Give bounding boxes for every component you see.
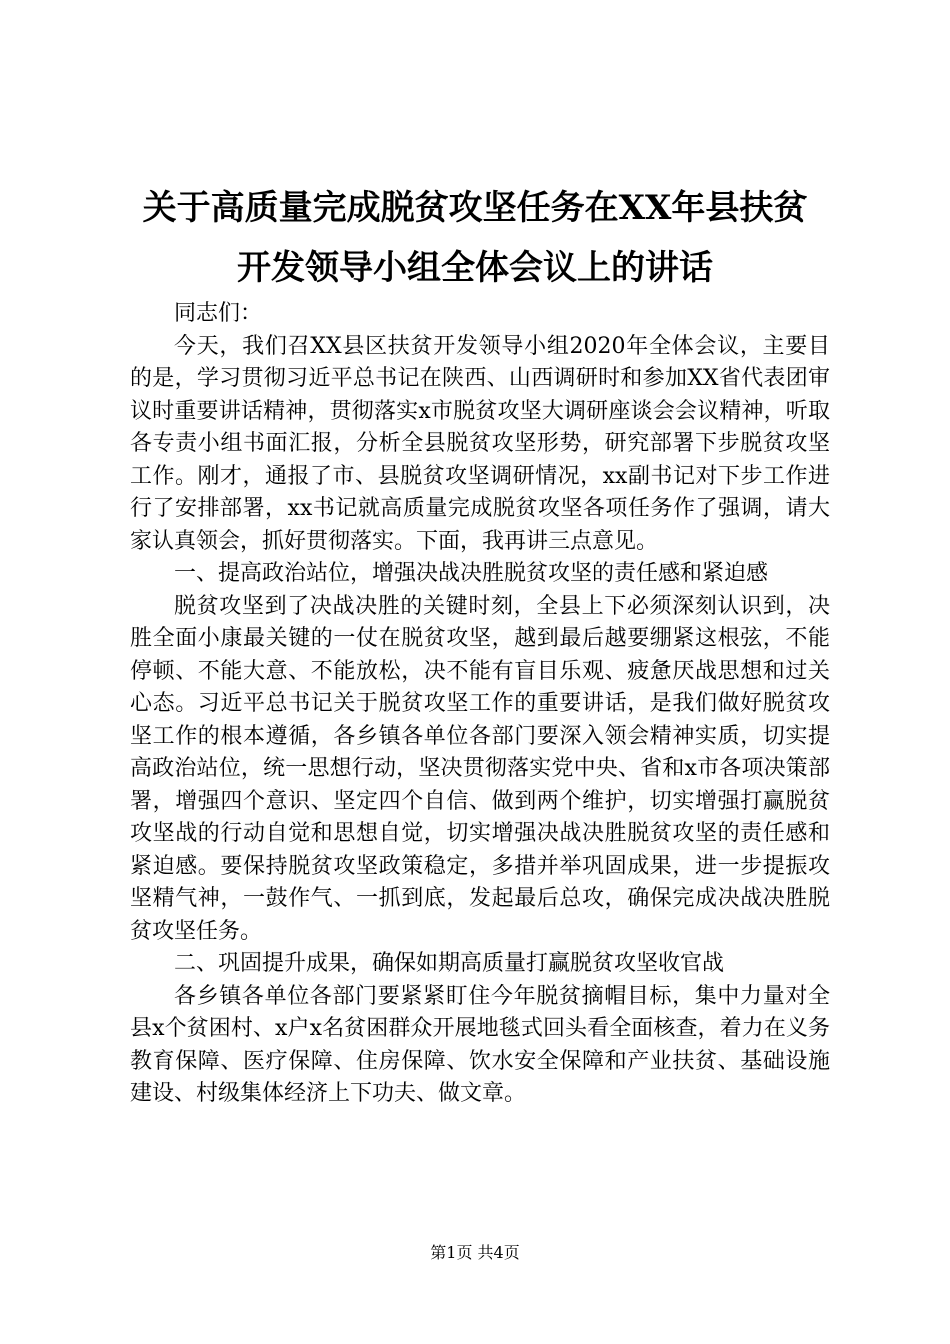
salutation: 同志们： <box>174 301 263 326</box>
section-heading-1: 一、提高政治站位，增强决战决胜脱贫攻坚的责任感和紧迫感 <box>174 561 769 586</box>
title-line-1: 关于高质量完成脱贫攻坚任务在XX年县扶贫 <box>142 188 808 228</box>
page-footer: 第1页 共4页 <box>430 1243 520 1262</box>
document-body <box>130 298 830 1111</box>
paragraph-intro: 今天，我们召XX县区扶贫开发领导小组2020年全体会议，主要目的是，学习贯彻习近平总书记在陕西、山西调研时和参加XX省代表团审议时重要讲话精神，贯彻落实x市脱贫攻坚大调研座谈会会议精神，听取各专责小组书面汇报，分析全县脱贫攻坚形势，研究部署下步脱贫攻坚工作。刚才，通报了市、县脱贫攻坚调研情况，xx副书记对下步工作进行了安排部署，xx书记就高质量完成脱贫攻坚各项任务作了强调，请大家认真领会，抓好贯彻落实。下面，我再讲三点意见。 <box>130 333 830 554</box>
paragraph-section-2: 各乡镇各单位各部门要紧紧盯住今年脱贫摘帽目标，集中力量对全县x个贫困村、x户x名贫困群众开展地毯式回头看全面核查，着力在义务教育保障、医疗保障、住房保障、饮水安全保障和产业扶贫、基础设施建设、村级集体经济上下功夫、做文章。 <box>130 983 830 1106</box>
document-title <box>120 178 830 298</box>
paragraph-section-1: 脱贫攻坚到了决战决胜的关键时刻，全县上下必须深刻认识到，决胜全面小康最关键的一仗在脱贫攻坚，越到最后越要绷紧这根弦，不能停顿、不能大意、不能放松，决不能有盲目乐观、疲惫厌战思想和过关心态。习近平总书记关于脱贫攻坚工作的重要讲话，是我们做好脱贫攻坚工作的根本遵循，各乡镇各单位各部门要深入领会精神实质，切实提高政治站位，统一思想行动，坚决贯彻落实党中央、省和x市各项决策部署，增强四个意识、坚定四个自信、做到两个维护，切实增强打赢脱贫攻坚战的行动自觉和思想自觉，切实增强决战决胜脱贫攻坚的责任感和紧迫感。要保持脱贫攻坚政策稳定，多措并举巩固成果，进一步提振攻坚精气神，一鼓作气、一抓到底，发起最后总攻，确保完成决战决胜脱贫攻坚任务。 <box>130 593 830 944</box>
section-heading-2: 二、巩固提升成果，确保如期高质量打赢脱贫攻坚收官战 <box>174 951 725 976</box>
title-line-2: 开发领导小组全体会议上的讲话 <box>237 248 713 288</box>
